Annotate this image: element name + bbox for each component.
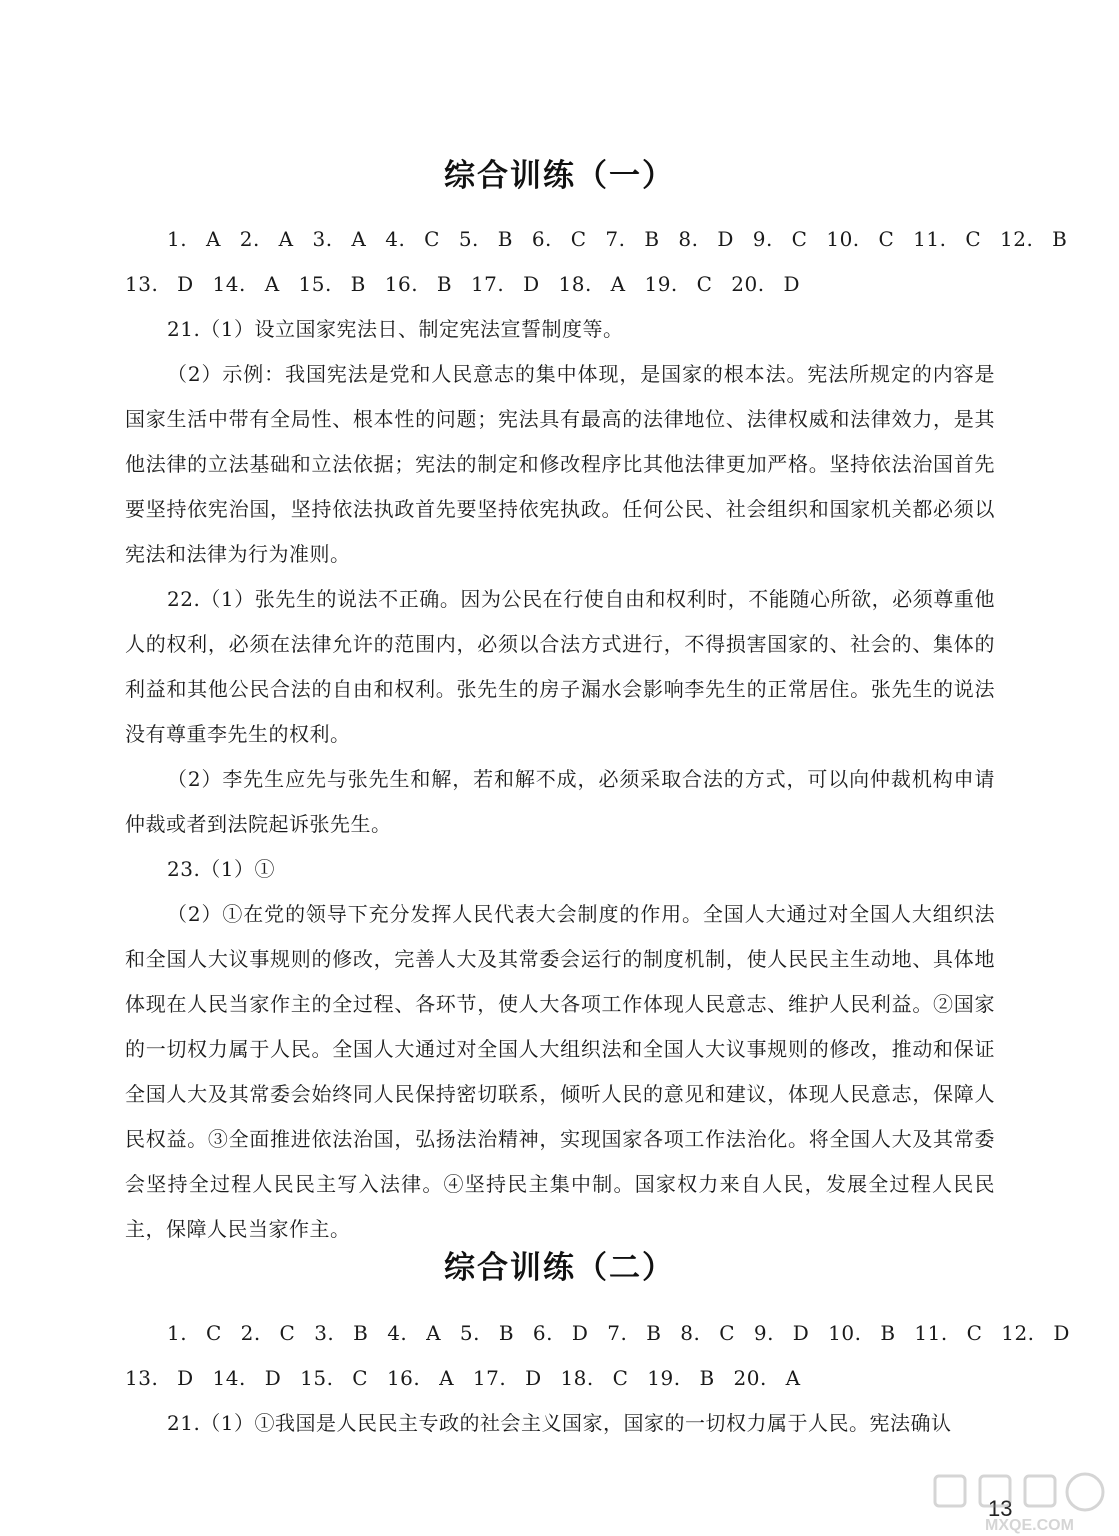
section-1-body [125, 217, 1068, 1252]
watermark-logo [925, 1470, 1115, 1534]
answer-paragraph: （2）①在党的领导下充分发挥人民代表大会制度的作用。全国人大通过对全国人大组织法和全国人大议事规则的修改，完善人大及其常委会运行的制度机制，使人民民主生动地、具体地体现在人民当家作主的全过程、各环节，使人大各项工作体现人民意志、维护人民利益。②国家的一切权力属于人民。全国人大通过对全国人大组织法和全国人大议事规则的修改，推动和保证全国人大及其常委会始终同人民保持密切联系，倾听人民的意见和建议，体现人民意志，保障人民权益。③全面推进依法治国，弘扬法治精神，实现国家各项工作法治化。将全国人大及其常委会坚持全过程人民民主写入法律。④坚持民主集中制。国家权力来自人民，发展全过程人民民主，保障人民当家作主。 [125, 902, 995, 1241]
answer-paragraph: （2）示例：我国宪法是党和人民意志的集中体现，是国家的根本法。宪法所规定的内容是国家生活中带有全局性、根本性的问题；宪法具有最高的法律地位、法律权威和法律效力，是其他法律的立法基础和立法依据；宪法的制定和修改程序比其他法律更加严格。坚持依法治国首先要坚持依宪治国，坚持依法执政首先要坚持依宪执政。任何公民、社会组织和国家机关都必须以宪法和法律为行为准则。 [125, 362, 995, 566]
answer-paragraph: 21.（1）①我国是人民民主专政的社会主义国家，国家的一切权力属于人民。宪法确认 [167, 1411, 952, 1435]
answer-line: 13. D 14. A 15. B 16. B 17. D 18. A 19. C 20. D [125, 272, 801, 296]
answer-line: 1. C 2. C 3. B 4. A 5. B 6. D 7. B 8. C 9. D 10. B 11. C 12. D [167, 1321, 1070, 1345]
answer-paragraph: 22.（1）张先生的说法不正确。因为公民在行使自由和权利时，不能随心所欲，必须尊重他人的权利，必须在法律允许的范围内，必须以合法方式进行，不得损害国家的、社会的、集体的利益和其他公民合法的自由和权利。张先生的房子漏水会影响李先生的正常居住。张先生的说法没有尊重李先生的权利。 [125, 587, 995, 746]
section-2-body [125, 1311, 1070, 1446]
answer-paragraph: （2）李先生应先与张先生和解，若和解不成，必须采取合法的方式，可以向仲裁机构申请仲裁或者到法院起诉张先生。 [125, 767, 995, 836]
section-title: 综合训练（一） [444, 158, 675, 194]
answer-line: 1. A 2. A 3. A 4. C 5. B 6. C 7. B 8. D 9. C 10. C 11. C 12. B [167, 227, 1068, 251]
page-number: 13 [988, 1496, 1013, 1521]
svg-text:MXQE.COM: MXQE.COM [985, 1517, 1074, 1534]
section-title: 综合训练（二） [444, 1250, 675, 1286]
answer-line: 13. D 14. D 15. C 16. A 17. D 18. C 19. B 20. A [125, 1366, 801, 1390]
answer-paragraph: 23.（1）① [167, 857, 276, 881]
answer-paragraph: 21.（1）设立国家宪法日、制定宪法宣誓制度等。 [167, 317, 624, 341]
